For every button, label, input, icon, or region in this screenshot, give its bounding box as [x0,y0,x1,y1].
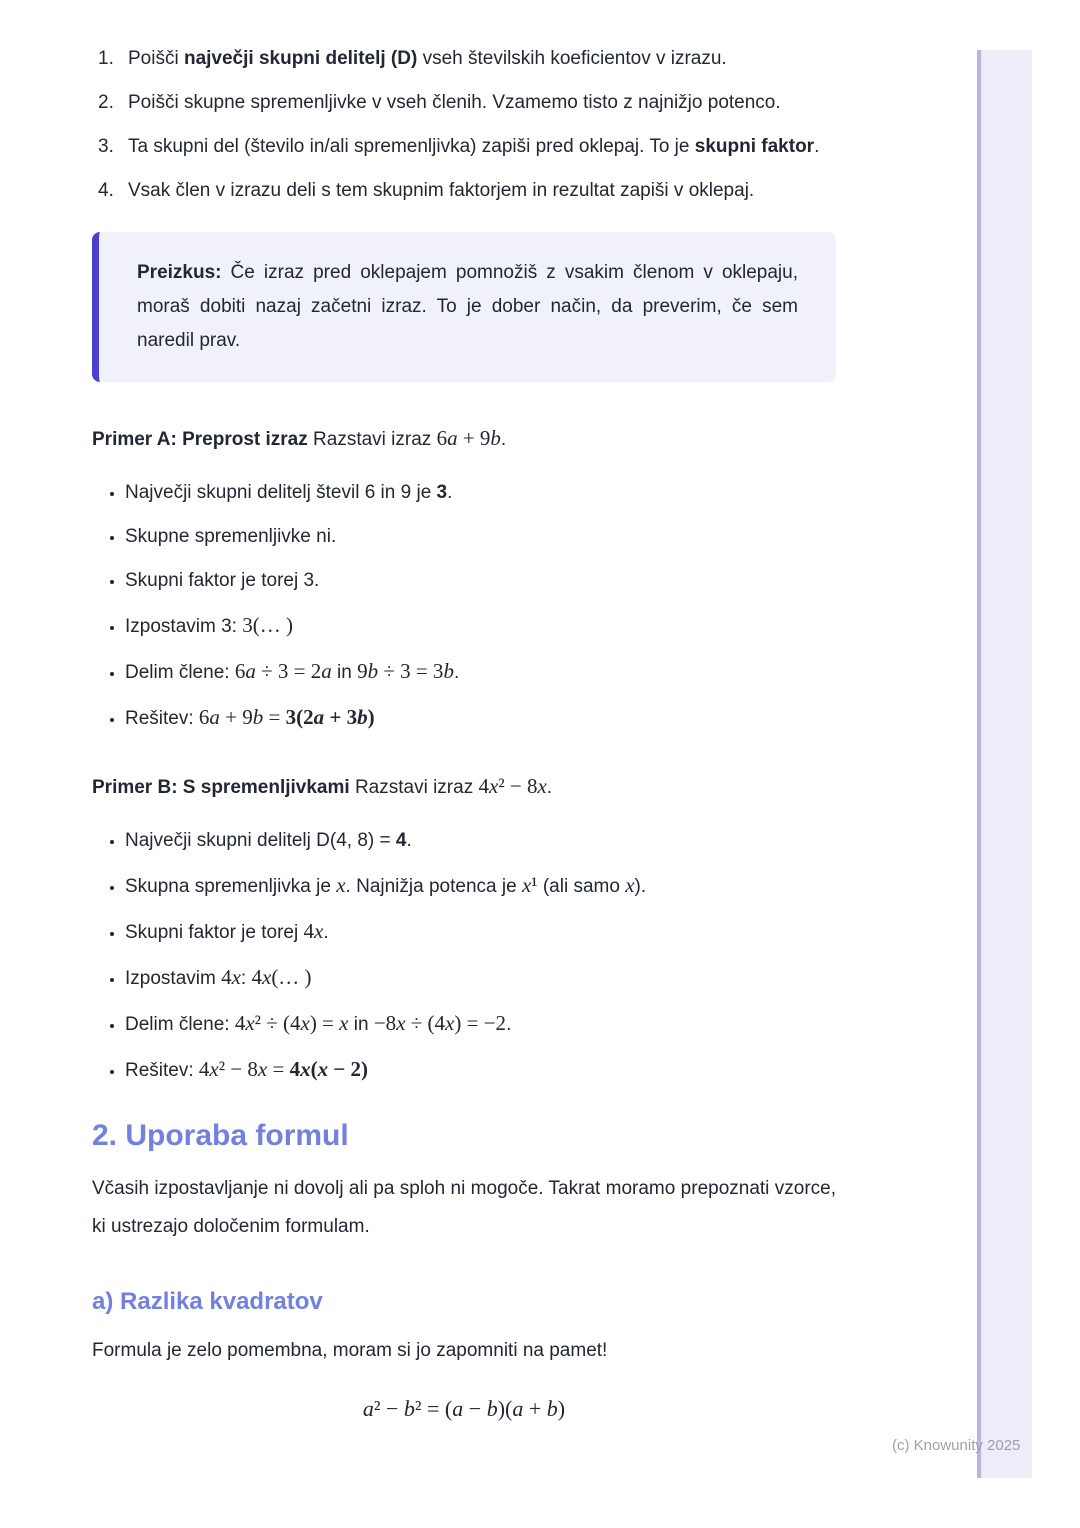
step-text [128,172,836,210]
math-segment: −8x ÷ (4x) = −2 [373,1011,507,1035]
text-segment: . [500,429,507,450]
math-segment: 3(2a + 3b) [285,705,375,729]
step-number: 4. [98,180,114,201]
text-segment: Delim člene: [125,662,235,683]
bullet-item [125,474,836,512]
text-segment: in [348,1014,374,1035]
text-segment: Ta skupni del (število in/ali spremenljivka) zapiši pred oklepaj. To je [128,136,695,157]
text-segment: Skupni faktor je torej 3. [125,570,320,591]
math-segment: 6a + 9b [436,426,501,450]
step-number: 2. [98,92,114,113]
callout-text: Če izraz pred oklepajem pomnožiš z vsakim členom v oklepaju, moraš dobiti nazaj začetni izraz. To je dober način, da preverim, če sem naredil prav. [137,262,798,351]
text-segment: Skupne spremenljivke ni. [125,526,337,547]
bullet-item [125,958,836,998]
text-segment: 4 [395,830,407,851]
math-segment: 4x [221,965,241,989]
example-b-title [92,766,836,808]
numbered-steps-list [92,40,836,210]
text-segment: . [506,1014,512,1035]
step-text [128,84,836,122]
math-segment: 3(… ) [242,613,293,637]
next-page-edge [977,50,1032,1478]
numbered-step [92,172,836,210]
text-segment: . [453,662,460,683]
body-paragraph: Včasih izpostavljanje ni dovolj ali pa sploh ni mogoče. Takrat moramo prepoznati vzorce, ki ustrezajo določenim formulam. [92,1178,836,1237]
numbered-step [92,84,836,122]
text-segment: . Najnižja potenca je [345,876,522,897]
text-segment: (ali samo [537,876,626,897]
numbered-step [92,128,836,166]
bullet-item [125,652,836,692]
math-segment: 4x(… ) [251,965,312,989]
bullet-item [125,1004,836,1044]
text-segment: Največji skupni delitelj D(4, 8) = [125,830,396,851]
text-segment: Delim člene: [125,1014,235,1035]
text-segment: Rešitev: [125,708,199,729]
step-number: 3. [98,136,114,157]
text-segment: 3 [436,482,448,503]
text-segment: . [447,482,453,503]
text-segment: Skupna spremenljivka je [125,876,337,897]
document-page [92,40,836,1422]
text-segment: ). [634,876,647,897]
text-segment: Rešitev: [125,1060,199,1081]
text-segment: : [240,968,252,989]
text-segment: . [406,830,412,851]
math-segment: 4x [303,919,324,943]
text-segment: Največji skupni delitelj števil 6 in 9 je [125,482,437,503]
text-segment: Skupni faktor je torej [125,922,304,943]
text-segment: Razstavi izraz [307,429,437,450]
text-segment: skupni faktor [694,136,815,157]
callout-label: Preizkus: [137,262,222,283]
bullet-item [125,1050,836,1090]
text-segment: Vsak člen v izrazu deli s tem skupnim faktorjem in rezultat zapiši v oklepaj. [128,180,755,201]
math-segment: x [336,873,346,897]
text-segment: Poišči [128,48,184,69]
step-text [128,40,836,78]
bullet-item [125,822,836,860]
example-a-title [92,418,836,460]
text-segment: vseh številskih koeficientov v izrazu. [417,48,727,69]
bullet-item [125,698,836,738]
callout-box [92,232,836,382]
math-segment: x [625,873,635,897]
subsection-heading: a) Razlika kvadratov [92,1288,323,1315]
math-segment: 6a + 9b = [198,705,286,729]
text-segment: . [814,136,820,157]
text-segment: Razstavi izraz [349,777,479,798]
step-text [128,128,836,166]
formula-note: Formula je zelo pomembna, moram si jo zapomniti na pamet! [92,1340,608,1361]
bullet-item [125,912,836,952]
text-segment: največji skupni delitelj (D) [183,48,418,69]
example-b-bullets [92,822,836,1090]
math-segment: 4x² ÷ (4x) = x [234,1011,349,1035]
math-segment: a² − b² = (a − b)(a + b) [362,1396,566,1421]
section-heading: 2. Uporaba formul [92,1119,349,1152]
math-segment: 6a ÷ 3 = 2a [234,659,332,683]
step-number: 1. [98,48,114,69]
text-segment: Primer A: Preprost izraz [92,429,308,450]
bullet-item [125,562,836,600]
numbered-step [92,40,836,78]
text-segment: Izpostavim 3: [125,616,243,637]
example-a-bullets [92,474,836,738]
text-segment: Primer B: S spremenljivkami [92,777,350,798]
text-segment: . [323,922,329,943]
math-segment: 4x² − 8x = [198,1057,290,1081]
math-segment: 9b ÷ 3 = 3b [357,659,454,683]
text-segment: Poišči skupne spremenljivke v vseh členih. Vzamemo tisto z najnižjo potenco. [128,92,781,113]
bullet-item [125,606,836,646]
watermark: (c) Knowunity 2025 [892,1437,1021,1454]
math-segment: 4x(x − 2) [289,1057,369,1081]
math-segment: 4x² − 8x [478,774,547,798]
text-segment: Izpostavim [125,968,222,989]
text-segment: in [331,662,358,683]
bullet-item [125,518,836,556]
math-formula [92,1396,836,1422]
math-segment: x¹ [521,873,538,897]
text-segment: . [546,777,553,798]
bullet-item [125,866,836,906]
